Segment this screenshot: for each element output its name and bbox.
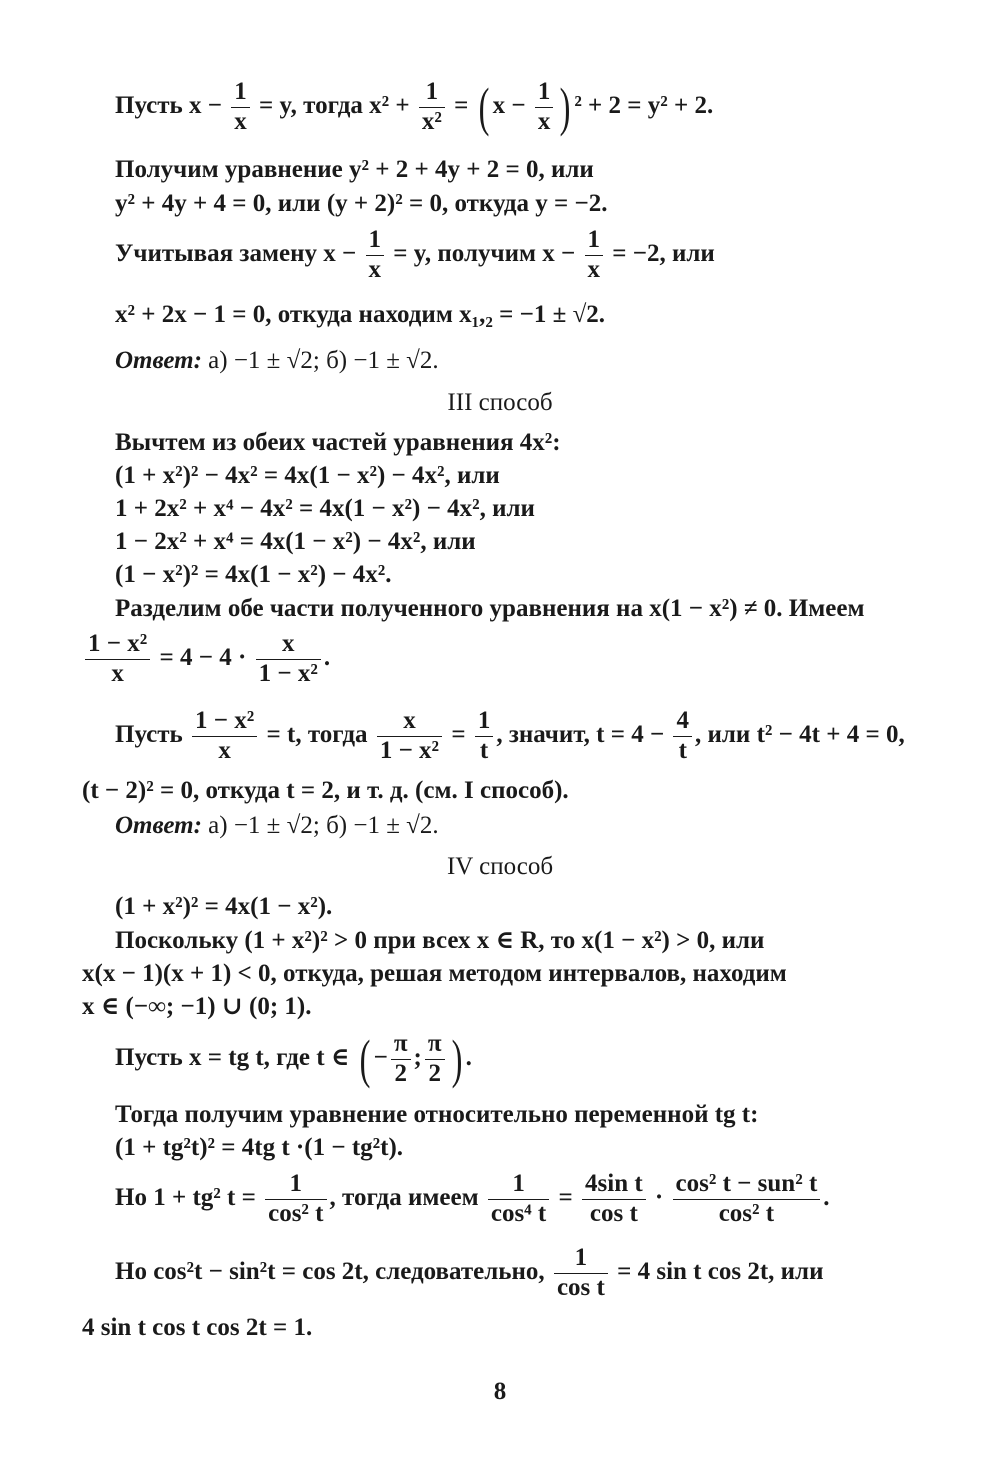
fraction-numerator: 1 − x² (192, 707, 257, 737)
fraction-numerator: 1 (488, 1170, 549, 1200)
fraction-numerator: 1 (231, 78, 250, 108)
fraction (585, 226, 604, 285)
fraction-denominator: 2 (394, 1059, 407, 1087)
fraction-numerator: π (391, 1030, 411, 1060)
text-segment: = t, тогда (260, 720, 374, 748)
text-segment: x − (492, 91, 532, 119)
fraction-denominator: 1 − x² (258, 659, 318, 687)
fraction-numerator: 1 (535, 78, 554, 108)
substitution-line (115, 1030, 472, 1089)
text-segment: Пусть x − (115, 91, 229, 119)
fraction (554, 1244, 608, 1303)
fraction-numerator: x (377, 707, 442, 737)
text-segment: · (648, 1183, 670, 1211)
text-segment: ; (413, 1043, 422, 1071)
fraction-denominator: x (587, 255, 600, 283)
text-line: 1 + 2x² + x⁴ − 4x² = 4x(1 − x²) − 4x², или (115, 495, 535, 522)
fraction (488, 1170, 549, 1229)
fraction-numerator: x (256, 630, 321, 660)
fraction-denominator: 2 (428, 1059, 441, 1087)
text-segment: − (373, 1043, 388, 1071)
fraction-denominator: cos t (556, 1273, 605, 1301)
fraction (673, 1170, 821, 1229)
fraction-denominator: cos² t (268, 1199, 324, 1227)
fraction-denominator: x² (421, 107, 442, 135)
text-segment: = (445, 720, 472, 748)
fraction-numerator: 1 (554, 1244, 608, 1274)
fraction-numerator: 1 − x² (85, 630, 150, 660)
fraction-denominator: cos² t (718, 1199, 775, 1227)
text-segment: Пусть x = tg t, где t ∈ (115, 1043, 356, 1071)
text-segment: = (447, 91, 475, 119)
fraction (256, 630, 321, 689)
text-line: (t − 2)² = 0, откуда t = 2, и т. д. (см. I способ). (82, 777, 569, 804)
text-line: (1 + x²)² − 4x² = 4x(1 − x²) − 4x², или (115, 462, 500, 489)
text-line: y² + 4y + 4 = 0, или (y + 2)² = 0, откуда y = −2. (115, 190, 608, 217)
text-line: x² + 2x − 1 = 0, откуда находим x₁,₂ = −1 ± √2. (115, 301, 606, 328)
equation-line (115, 707, 905, 766)
text-segment: . (823, 1183, 830, 1211)
answer-label: Ответ: (115, 812, 202, 839)
text-line: (1 + tg²t)² = 4tg t ·(1 − tg²t). (115, 1134, 404, 1161)
substitution-line (115, 226, 715, 285)
text-segment: Но 1 + tg² t = (115, 1183, 263, 1211)
text-line: Тогда получим уравнение относительно переменной tg t: (115, 1101, 759, 1128)
text-segment: Учитывая замену x − (115, 239, 363, 267)
fraction (231, 78, 250, 137)
text-segment: Но cos²t − sin²t = cos 2t, следовательно, (115, 1257, 551, 1285)
answer-label: Ответ: (115, 347, 202, 374)
fraction-denominator: cos t (589, 1199, 638, 1227)
text-line: (1 − x²)² = 4x(1 − x²) − 4x². (115, 561, 392, 588)
answer-line (115, 348, 439, 373)
answer-text: а) −1 ± √2; б) −1 ± √2. (201, 812, 439, 839)
text-segment: . (323, 643, 331, 671)
fraction-numerator: cos² t − sun² t (673, 1170, 821, 1200)
fraction (535, 78, 554, 137)
fraction (419, 78, 445, 137)
text-line: 4 sin t cos t cos 2t = 1. (82, 1314, 313, 1341)
text-line: x ∈ (−∞; −1) ∪ (0; 1). (82, 993, 312, 1020)
fraction-numerator: π (425, 1030, 445, 1060)
text-segment: = y, получим x − (387, 239, 582, 267)
text-segment: = −2, или (606, 239, 715, 267)
equation-line (115, 1244, 823, 1303)
text-segment: ² + 2 = y² + 2. (574, 91, 714, 119)
text-segment: , тогда имеем (329, 1183, 485, 1211)
big-paren-close: ) (451, 1028, 462, 1089)
fraction-denominator: x (111, 659, 124, 687)
fraction-denominator: 1 − x² (379, 736, 440, 764)
fraction-numerator: 1 (419, 78, 445, 108)
text-line: Поскольку (1 + x²)² > 0 при всех x ∈ R, то x(1 − x²) > 0, или (115, 927, 765, 954)
big-paren-open: ( (478, 76, 489, 137)
fraction (673, 707, 692, 766)
big-paren-open: ( (359, 1028, 370, 1089)
text-segment: , значит, t = 4 − (496, 720, 671, 748)
fraction (366, 226, 385, 285)
equation-line (115, 1170, 830, 1229)
text-segment: = (552, 1183, 580, 1211)
text-segment: . (465, 1043, 472, 1071)
fraction-denominator: x (368, 255, 381, 283)
text-line: Разделим обе части полученного уравнения на x(1 − x²) ≠ 0. Имеем (115, 595, 865, 622)
fraction-denominator: x (537, 107, 551, 135)
text-line: 1 − 2x² + x⁴ = 4x(1 − x²) − 4x², или (115, 528, 476, 555)
text-segment: , или t² − 4t + 4 = 0, (694, 720, 905, 748)
fraction (265, 1170, 326, 1229)
fraction-denominator: t (479, 736, 489, 764)
fraction-numerator: 1 (585, 226, 604, 256)
text-segment: Пусть (115, 720, 190, 748)
fraction-numerator: 1 (366, 226, 385, 256)
text-segment: = 4 sin t cos 2t, или (610, 1257, 824, 1285)
text-line: x(x − 1)(x + 1) < 0, откуда, решая методом интервалов, находим (82, 960, 787, 987)
big-paren-close: ) (559, 76, 571, 137)
fraction (192, 707, 257, 766)
equation-line (82, 630, 330, 689)
fraction (475, 707, 494, 766)
fraction-denominator: x (218, 736, 231, 764)
section-heading: IV способ (446, 853, 554, 880)
page-number: 8 (493, 1378, 507, 1405)
fraction-numerator: 1 (265, 1170, 326, 1200)
fraction-numerator: 1 (475, 707, 494, 737)
fraction (425, 1030, 445, 1089)
fraction-denominator: cos⁴ t (490, 1199, 547, 1227)
fraction (391, 1030, 411, 1089)
text-line: (1 + x²)² = 4x(1 − x²). (115, 893, 333, 920)
fraction (377, 707, 442, 766)
answer-text: а) −1 ± √2; б) −1 ± √2. (201, 347, 439, 374)
fraction-denominator: x (234, 107, 247, 135)
text-segment: = 4 − 4 · (153, 643, 253, 671)
text-line: Получим уравнение y² + 2 + 4y + 2 = 0, или (115, 156, 594, 183)
section-heading: III способ (447, 389, 553, 416)
fraction (85, 630, 150, 689)
substitution-line (115, 78, 713, 137)
answer-line (115, 813, 439, 838)
fraction-denominator: t (678, 736, 687, 764)
text-line: Вычтем из обеих частей уравнения 4x²: (115, 429, 561, 456)
fraction-numerator: 4sin t (582, 1170, 646, 1200)
fraction (582, 1170, 646, 1229)
text-segment: = y, тогда x² + (252, 91, 416, 119)
fraction-numerator: 4 (673, 707, 692, 737)
